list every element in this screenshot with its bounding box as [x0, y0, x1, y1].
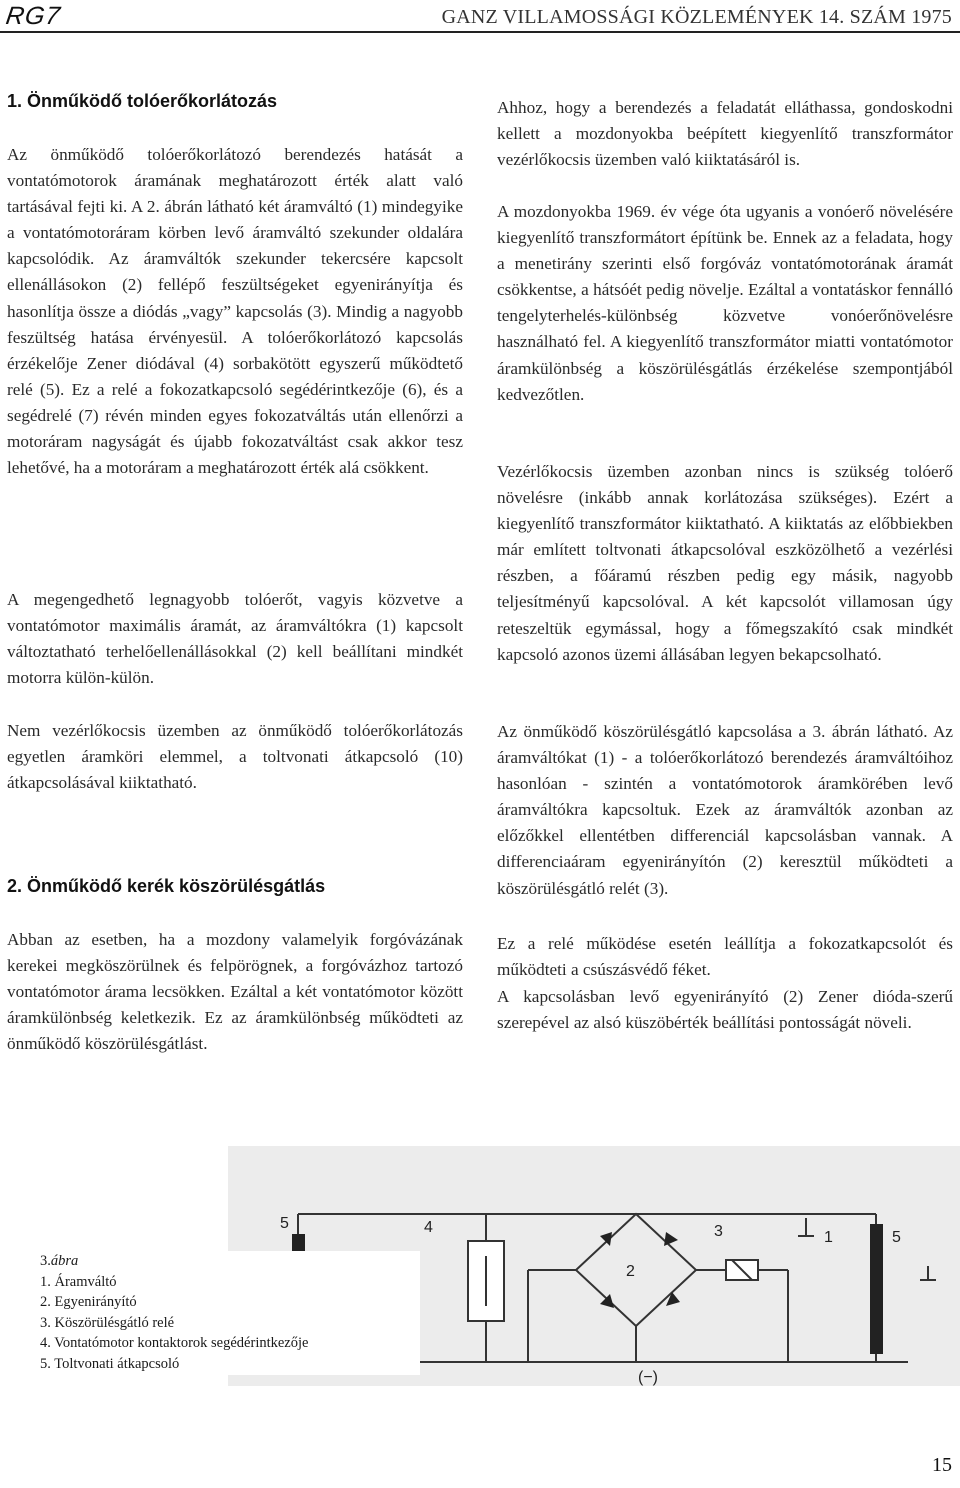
section-2-heading: 2. Önműködő kerék köszörülésgátlás — [7, 876, 326, 896]
caption-item: 3. Köszörülésgátló relé — [40, 1314, 175, 1331]
section-1-paragraph-1: Az önműködő tolóerőkorlátozó berendezés hatását a vontatómotorok áramának meghatározott érték alatt való tartásával fejti ki. A 2. ábrán látható két áramváltó (1) mindegyike a vontatómotoráram körben levő áramváltó szekunder oldalára kapcsolódik. Az áramváltók szekunder tekercsére kapcsolt ellenállásokon (2) fellépő feszültségeket egyenirányítja és hasonlítja össze a diódás „vagy” kapcsolás (3). Mindig a nagyobb feszültség hatása érvényesül. A tolóerőkorlátozó kapcsolás érzékelője Zener diódával (4) sorbakötött egyszerű működtető relé (5). Ez a relé a fokozatkapcsoló segédérintkezője (6), és a segédrelé (7) révén minden egyes fokozatváltás után ellenőrzi a motoráram nagyságát és újabb fokozatváltást csak akkor tesz lehetővé, ha a motoráram a meghatározott érték alá csökkent. — [7, 145, 463, 478]
right-paragraph-1: Ahhoz, hogy a berendezés a feladatát elláthassa, gondoskodni kellett a mozdonyokba beépített kiegyenlítő transzformátor vezérlőkocsis üzemben való kiiktatásáról is. — [497, 98, 953, 170]
section-1-paragraph-3: Nem vezérlőkocsis üzemben az önműködő tolóerőkorlátozás egyetlen áramköri elemmel, a toltvonati átkapcsoló (10) átkapcsolásával kiiktatható. — [7, 721, 463, 793]
figure-caption — [40, 1251, 420, 1375]
header-rule — [0, 31, 960, 33]
switch-bar-right — [870, 1224, 883, 1354]
caption-item: 2. Egyenirányító — [40, 1294, 137, 1311]
right-paragraph-2: A mozdonyokba 1969. év vége óta ugyanis a vonóerő növelésére kiegyenlítő transzformátort építünk be. Ennek az a feladata, hogy a menetirány szerinti első forgóváz vontatómotorának áramát csökkentse, a hátsóét pedig növelje. Ezáltal a vontatáskor fennálló tengelyterhelés-különbség közvetve vonóerőnövelésre használható fel. A kiegyenlítő transzformátor miatti vontatómotor áramkülönbség a köszörülésgátlás érzékelése szempontjából kedvezőtlen. — [497, 202, 953, 404]
label-2: 2 — [626, 1263, 635, 1280]
right-paragraph-4: Az önműködő köszörülésgátló kapcsolása a 3. ábrán látható. Az áramváltókat (1) - a tolóerőkorlátozó berendezés áramváltóihoz hasonlóan - szintén a vontatómotorok áramkörében levő áramváltókra kapcsoltuk. Ezek az áramváltók azonban az előzőkkel ellentétben differenciál kapcsolásban vannak. A differenciaáram egyenirányítón (2) keresztül működteti a köszörülésgátló relét (3). — [497, 722, 953, 898]
caption-title: 3.ábra — [40, 1253, 79, 1269]
label-5-right: 5 — [892, 1229, 901, 1246]
label-minus: (−) — [638, 1369, 658, 1386]
section-1-paragraph-2: A megengedhető legnagyobb tolóerőt, vagyis közvetve a vontatómotor maximális áramát, az áramváltókra (1) kapcsolt változtatható terhelőellenállásokkal (2) kell beállítani mindkét motorra külön-külön. — [7, 590, 463, 688]
page-header — [0, 0, 960, 36]
label-5-left: 5 — [280, 1215, 289, 1232]
caption-item: 1. Áramváltó — [40, 1273, 117, 1290]
label-1: 1 — [824, 1229, 833, 1246]
caption-item: 4. Vontatómotor kontaktorok segédérintkezője — [40, 1335, 309, 1352]
right-paragraph-5: Ez a relé működése esetén leállítja a fokozatkapcsolót és működteti a csúszásvédő féket. — [497, 934, 953, 980]
right-paragraph-3: Vezérlőkocsis üzemben azonban nincs is szükség tolóerő növelésre (inkább annak korlátozása szükséges). Ezért a kiegyenlítő transzformátor kiiktatható. A kiiktatás az előbbiekben már említett toltvonati átkapcsolóval eszközölhető a vezérlési részben, a főáramú részben pedig egy másik, nagyobb teljesítményű kapcsolóval. A két kapcsolót villamosan úgy reteszeltük egymással, hogy a főmegszakító csak mindkét kapcsoló azonos üzemi állásában legyen bekapcsolható. — [497, 462, 953, 664]
journal-title: GANZ VILLAMOSSÁGI KÖZLEMÉNYEK 14. SZÁM 1975 — [441, 6, 952, 28]
section-2-paragraph-1: Abban az esetben, ha a mozdony valamelyik forgóvázának kerekei megköszörülnek és felpörögnek, a forgóvázhoz tartozó vontatómotor árama lecsökken. Ezáltal a két vontatómotor között áramkülönbség keletkezik. Ez az áramkülönbség működteti az önműködő köszörülésgátlást. — [7, 930, 463, 1054]
right-paragraph-6: A kapcsolásban levő egyenirányító (2) Zener dióda-szerű szerepével az alsó küszöbérték beállítási pontosságát növeli. — [497, 987, 953, 1033]
journal-logo: RG7 — [4, 2, 63, 30]
label-4: 4 — [424, 1219, 433, 1236]
page-number: 15 — [932, 1454, 952, 1476]
caption-item: 5. Toltvonati átkapcsoló — [40, 1355, 180, 1372]
section-1-heading: 1. Önműködő tolóerőkorlátozás — [7, 91, 278, 111]
label-3: 3 — [714, 1223, 723, 1240]
